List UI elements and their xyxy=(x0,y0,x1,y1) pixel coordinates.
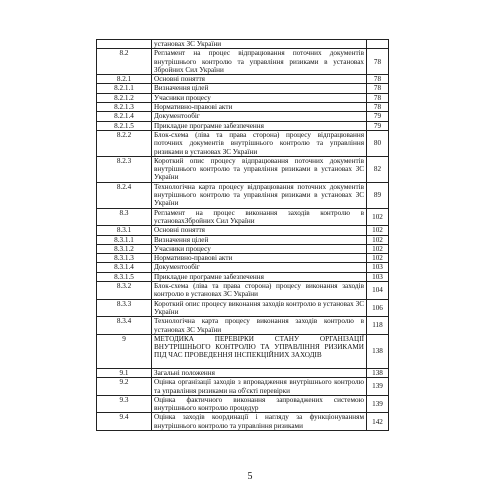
toc-section-title: Нормативно-правові акти xyxy=(152,254,367,263)
toc-row xyxy=(97,334,389,368)
toc-page-number: 82 xyxy=(367,156,389,182)
toc-row xyxy=(97,156,389,182)
toc-page-number: 138 xyxy=(367,368,389,377)
toc-page-number: 102 xyxy=(367,244,389,253)
toc-page-number: 80 xyxy=(367,130,389,156)
toc-section-title: Визначення цілей xyxy=(152,235,367,244)
toc-row xyxy=(97,130,389,156)
toc-page-number: 78 xyxy=(367,75,389,84)
toc-page-number: 102 xyxy=(367,235,389,244)
toc-section-title: Основні поняття xyxy=(152,226,367,235)
toc-section-number: 9.2 xyxy=(97,378,152,396)
toc-row xyxy=(97,413,389,431)
toc-section-number: 9.4 xyxy=(97,413,152,431)
toc-section-number: 9.3 xyxy=(97,395,152,413)
toc-section-title: Учасники процесу xyxy=(152,93,367,102)
toc-section-title: Прикладне програмне забезпечення xyxy=(152,121,367,130)
toc-section-number: 8.2.1.1 xyxy=(97,84,152,93)
toc-row xyxy=(97,272,389,281)
toc-section-title: Визначення цілей xyxy=(152,84,367,93)
toc-section-number: 8.3.1.1 xyxy=(97,235,152,244)
toc-row xyxy=(97,299,389,317)
toc-page-number xyxy=(367,40,389,49)
toc-page-number: 104 xyxy=(367,282,389,300)
toc-page-number: 89 xyxy=(367,182,389,208)
toc-section-title: Оцінка організації заходів з впровадження внутрішнього контролю та управління ризиками на об'єкті перевірки xyxy=(152,378,367,396)
toc-page-number: 78 xyxy=(367,93,389,102)
toc-section-title: Документообіг xyxy=(152,112,367,121)
toc-page-number: 138 xyxy=(367,334,389,368)
toc-section-title: Блок-схема (ліва та права сторона) процесу виконання заходів контролю в установах ЗС України xyxy=(152,282,367,300)
toc-section-number: 8.3.3 xyxy=(97,299,152,317)
toc-section-number: 9 xyxy=(97,334,152,368)
toc-section-number xyxy=(97,40,152,49)
toc-section-number: 8.2.4 xyxy=(97,182,152,208)
toc-section-number: 8.3.1.4 xyxy=(97,263,152,272)
toc-row xyxy=(97,317,389,335)
toc-row xyxy=(97,368,389,377)
toc-page-number: 79 xyxy=(367,112,389,121)
toc-section-number: 8.3.4 xyxy=(97,317,152,335)
toc-section-number: 8.2.1 xyxy=(97,75,152,84)
toc-page-number: 78 xyxy=(367,103,389,112)
toc-row xyxy=(97,112,389,121)
toc-section-title: Блок-схема (ліва та права сторона) процесу відпрацювання поточних документів внутрішнього контролю та управління ризиками в установах ЗС України xyxy=(152,130,367,156)
toc-page-number: 79 xyxy=(367,121,389,130)
toc-section-number: 9.1 xyxy=(97,368,152,377)
toc-page-number: 103 xyxy=(367,263,389,272)
toc-row xyxy=(97,244,389,253)
toc-section-number: 8.3.1 xyxy=(97,226,152,235)
toc-row xyxy=(97,254,389,263)
toc-section-number: 8.3.1.3 xyxy=(97,254,152,263)
toc-section-title: Загальні положення xyxy=(152,368,367,377)
toc-row xyxy=(97,103,389,112)
toc-section-title: Учасники процесу xyxy=(152,244,367,253)
toc-section-number: 8.2.1.4 xyxy=(97,112,152,121)
toc-section-number: 8.2.3 xyxy=(97,156,152,182)
toc-section-title: Основні поняття xyxy=(152,75,367,84)
toc-section-title: Документообіг xyxy=(152,263,367,272)
toc-page-number: 102 xyxy=(367,226,389,235)
toc-row xyxy=(97,49,389,75)
toc-section-title: Регламент на процес відпрацювання поточних документів внутрішнього контролю та управління ризиками в установах Збройних Сил України xyxy=(152,49,367,75)
toc-section-title: Прикладне програмне забезпечення xyxy=(152,272,367,281)
toc-page-number: 118 xyxy=(367,317,389,335)
toc-section-title: Оцінка заходів координації і нагляду за функціонуванням внутрішнього контролю та управління ризиками xyxy=(152,413,367,431)
toc-row xyxy=(97,282,389,300)
toc-section-title: Короткий опис процесу відпрацювання поточних документів внутрішнього контролю та управління ризиками в установах ЗС України xyxy=(152,156,367,182)
toc-row xyxy=(97,121,389,130)
toc-row xyxy=(97,40,389,49)
table-of-contents xyxy=(96,39,389,431)
toc-page-number: 78 xyxy=(367,49,389,75)
toc-row xyxy=(97,263,389,272)
toc-page-number: 78 xyxy=(367,84,389,93)
toc-body xyxy=(97,40,389,431)
toc-section-title: Технологічна карта процесу виконання заходів контролю в установах ЗС України xyxy=(152,317,367,335)
toc-section-number: 8.2.1.2 xyxy=(97,93,152,102)
toc-page-number: 103 xyxy=(367,272,389,281)
toc-section-number: 8.3 xyxy=(97,208,152,226)
toc-section-title: Технологічна карта процесу відпрацювання поточних документів внутрішнього контролю та управління ризиками в установах ЗС України xyxy=(152,182,367,208)
toc-row xyxy=(97,395,389,413)
toc-row xyxy=(97,208,389,226)
toc-row xyxy=(97,84,389,93)
toc-section-title: МЕТОДИКА ПЕРЕВІРКИ СТАНУ ОРГАНІЗАЦІЇ ВНУТРІШНЬОГО КОНТРОЛЮ ТА УПРАВЛІННЯ РИЗИКАМИ ПІД ЧАС ПРОВЕДЕННЯ ІНСПЕКЦІЙНИХ ЗАХОДІВ xyxy=(152,334,367,368)
toc-row xyxy=(97,75,389,84)
toc-row xyxy=(97,226,389,235)
toc-section-title: Нормативно-правові акти xyxy=(152,103,367,112)
toc-page-number: 139 xyxy=(367,395,389,413)
toc-page-number: 142 xyxy=(367,413,389,431)
toc-section-title: Короткий опис процесу виконання заходів контролю в установах ЗС України xyxy=(152,299,367,317)
toc-row xyxy=(97,235,389,244)
toc-section-number: 8.2 xyxy=(97,49,152,75)
toc-row xyxy=(97,378,389,396)
toc-page-number: 102 xyxy=(367,254,389,263)
toc-section-title: Оцінка фактичного виконання запроваджених системою внутрішнього контролю процедур xyxy=(152,395,367,413)
toc-section-number: 8.2.2 xyxy=(97,130,152,156)
toc-page-number: 139 xyxy=(367,378,389,396)
toc-section-number: 8.3.2 xyxy=(97,282,152,300)
toc-page-number: 106 xyxy=(367,299,389,317)
toc-row xyxy=(97,93,389,102)
toc-section-title: Регламент на процес виконання заходів контролю в установахЗбройних Сил України xyxy=(152,208,367,226)
toc-section-number: 8.2.1.5 xyxy=(97,121,152,130)
toc-row xyxy=(97,182,389,208)
toc-section-number: 8.2.1.3 xyxy=(97,103,152,112)
page-number: 5 xyxy=(247,471,253,482)
toc-section-title: установах ЗС України xyxy=(152,40,367,49)
toc-page-number: 102 xyxy=(367,208,389,226)
toc-section-number: 8.3.1.2 xyxy=(97,244,152,253)
toc-section-number: 8.3.1.5 xyxy=(97,272,152,281)
